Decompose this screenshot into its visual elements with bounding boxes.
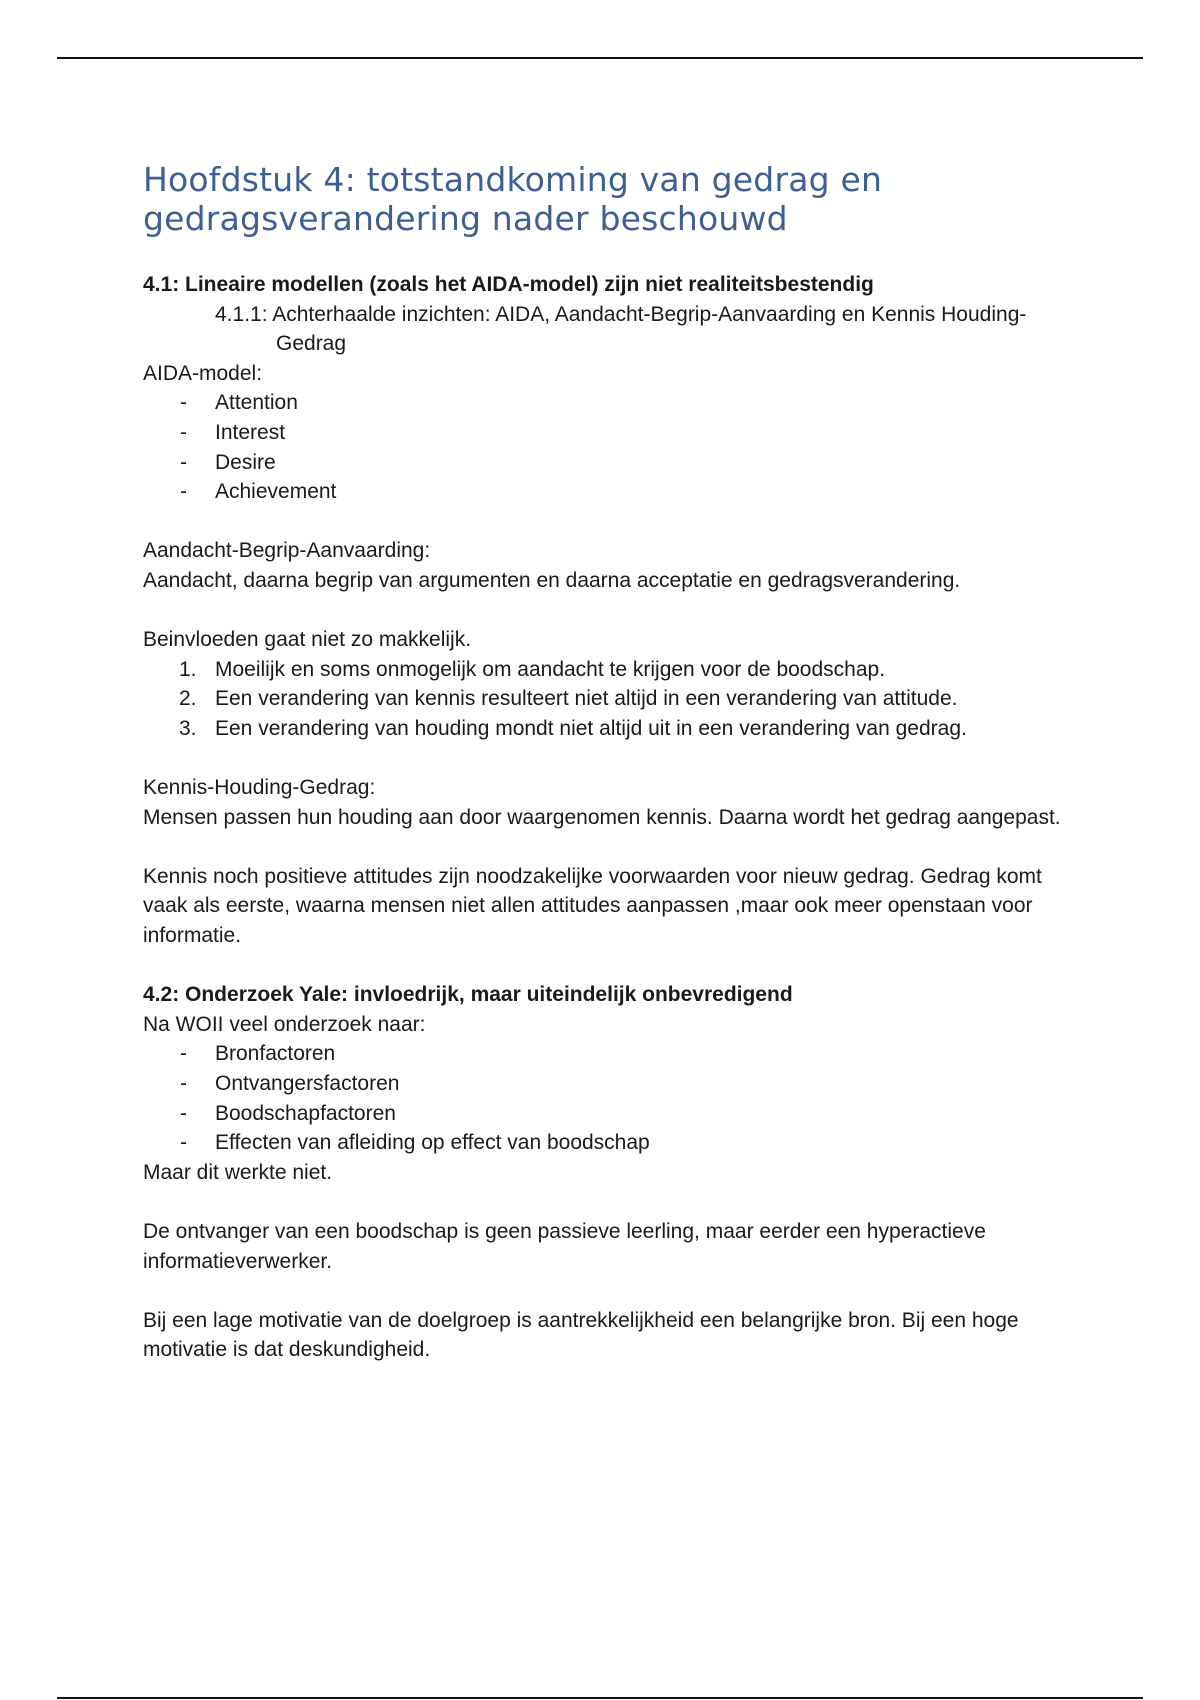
list-item: 1. Moeilijk en soms onmogelijk om aandacht te krijgen voor de boodschap. — [143, 655, 1063, 685]
conclusion-paragraph: Kennis noch positieve attitudes zijn noodzakelijke voorwaarden voor nieuw gedrag. Gedrag komt vaak als eerste, waarna mensen niet allen attitudes aanpassen ,maar ook meer openstaan voor informatie. — [143, 864, 1042, 948]
list-item: - Effecten van afleiding op effect van boodschap — [143, 1128, 1063, 1158]
dash-marker: - — [180, 480, 187, 504]
dash-marker: - — [180, 450, 187, 474]
aba-label: Aandacht-Begrip-Aanvaarding: — [143, 539, 431, 563]
list-item: 2. Een verandering van kennis resulteert niet altijd in een verandering van attitude. — [143, 684, 1063, 714]
list-item: 3. Een verandering van houding mondt niet altijd uit in een verandering van gedrag. — [143, 714, 1063, 744]
list-item: - Interest — [143, 418, 1063, 448]
khg-label: Kennis-Houding-Gedrag: — [143, 776, 376, 800]
subsection-heading-4-1-1: 4.1.1: Achterhaalde inzichten: AIDA, Aandacht-Begrip-Aanvaarding en Kennis Houding-Gedrag — [215, 302, 1027, 356]
number-marker: 2. — [179, 687, 197, 711]
aida-list — [143, 388, 1063, 506]
page-title: Hoofdstuk 4: totstandkoming van gedrag en gedragsverandering nader beschouwd — [143, 160, 883, 238]
khg-text: Mensen passen hun houding aan door waargenomen kennis. Daarna wordt het gedrag aangepast. — [143, 805, 1061, 829]
list-item: - Bronfactoren — [143, 1039, 1063, 1069]
dash-marker: - — [180, 1042, 187, 1066]
footer-rule — [57, 1697, 1143, 1699]
dash-marker: - — [180, 1072, 187, 1096]
list-item: - Boodschapfactoren — [143, 1099, 1063, 1129]
receiver-paragraph: De ontvanger van een boodschap is geen passieve leerling, maar eerder een hyperactieve informatieverwerker. — [143, 1220, 986, 1273]
influence-label: Beinvloeden gaat niet zo makkelijk. — [143, 628, 472, 652]
number-marker: 3. — [179, 716, 197, 740]
list-item: - Achievement — [143, 477, 1063, 507]
number-marker: 1. — [179, 657, 197, 681]
header-rule — [57, 57, 1143, 59]
aba-text: Aandacht, daarna begrip van argumenten en daarna acceptatie en gedragsverandering. — [143, 568, 961, 592]
yale-intro: Na WOII veel onderzoek naar: — [143, 1012, 426, 1036]
yale-after: Maar dit werkte niet. — [143, 1160, 333, 1184]
section-heading-4-1: 4.1: Lineaire modellen (zoals het AIDA-model) zijn niet realiteitsbestendig — [143, 273, 874, 296]
influence-list — [143, 655, 1063, 744]
dash-marker: - — [180, 1131, 187, 1155]
document-body — [143, 160, 1063, 1365]
dash-marker: - — [180, 420, 187, 444]
list-item: - Ontvangersfactoren — [143, 1069, 1063, 1099]
dash-marker: - — [180, 1101, 187, 1125]
list-item: - Desire — [143, 448, 1063, 478]
yale-list — [143, 1039, 1063, 1157]
aida-label: AIDA-model: — [143, 361, 263, 385]
section-heading-4-2: 4.2: Onderzoek Yale: invloedrijk, maar uiteindelijk onbevredigend — [143, 983, 793, 1007]
list-item: - Attention — [143, 388, 1063, 418]
dash-marker: - — [180, 391, 187, 415]
motivation-paragraph: Bij een lage motivatie van de doelgroep is aantrekkelijkheid een belangrijke bron. Bij een hoge motivatie is dat deskundigheid. — [143, 1308, 1019, 1362]
